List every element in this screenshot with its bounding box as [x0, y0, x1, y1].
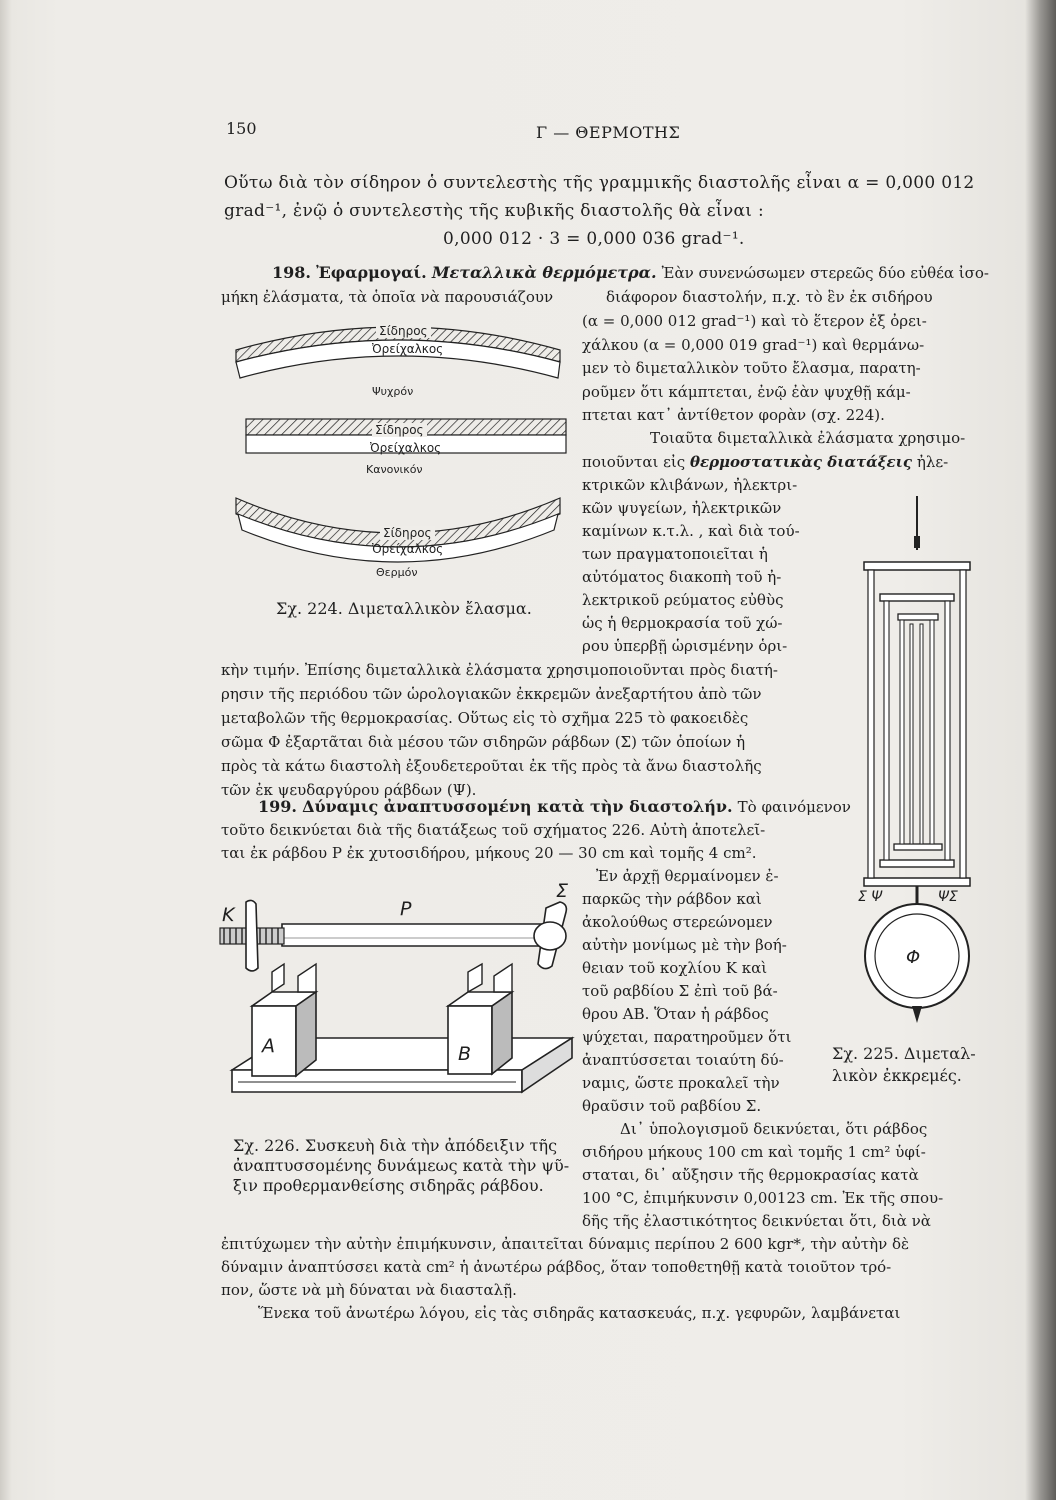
section-198-line: λεκτρικοῦ ρεύματος εὐθὺς [582, 591, 784, 609]
label-A: Α [262, 1035, 275, 1057]
label-K: Κ [222, 904, 235, 926]
section-198-line: κτρικῶν κλιβάνων, ἠλεκτρι- [582, 476, 798, 494]
section-199-line: θειαν τοῦ κοχλίου Κ καὶ [582, 959, 768, 977]
section-198-line: μεν τὸ διμεταλλικὸν τοῦτο ἔλασμα, παρατη- [582, 359, 921, 377]
section-198-line: ρου ὑπερβῇ ὡρισμένην ὁρι- [582, 637, 788, 655]
section-198-term: θερμοστατικὰς διατάξεις [689, 453, 913, 471]
section-198-line: κὴν τιμήν. Ἐπίσης διμεταλλικὰ ἐλάσματα χρησιμοποιοῦνται πρὸς διατή- [221, 661, 778, 679]
fig226-caption-line-1: Σχ. 226. Συσκευὴ διὰ τὴν ἀπόδειξιν τῆς [233, 1136, 558, 1155]
section-198-line: πρὸς τὰ κάτω διαστολὴ ἐξουδετεροῦται ἐκ τῆς πρὸς τὰ ἄνω διαστολῆς [221, 757, 762, 775]
label-iron-hot: Σίδηρος [380, 526, 435, 540]
label-brass-normal: Ὀρείχαλκος [370, 441, 442, 455]
section-199-line: ται ἐκ ράβδου Ρ ἐκ χυτοσιδήρου, μήκους 20 — 30 cm καὶ τομῆς 4 cm². [221, 844, 757, 862]
section-198-line: ροῦμεν ὅτι κάμπτεται, ἐνῷ ἐὰν ψυχθῇ κάμ- [582, 383, 911, 401]
running-title: Γ — ΘΕΡΜΟΤΗΣ [536, 123, 681, 142]
section-198-title: Ἐφαρμογαί. [316, 263, 427, 282]
label-phi: Φ [906, 947, 921, 968]
section-199-line: Ἕνεκα τοῦ ἀνωτέρω λόγου, εἰς τὰς σιδηρᾶς κατασκευάς, π.χ. γεφυρῶν, λαμβάνεται [258, 1304, 901, 1322]
section-199-number: 199. [258, 797, 297, 816]
section-199-line: ἀκολούθως στερεώνομεν [582, 913, 773, 931]
section-199-line: παρκῶς τὴν ράβδον καὶ [582, 890, 762, 908]
fig224-caption: Σχ. 224. Διμεταλλικὸν ἔλασμα. [276, 599, 532, 618]
section-199-line: τοῦ ραβδίου Σ ἐπὶ τοῦ βά- [582, 982, 778, 1000]
section-198-line: ὡς ἡ θερμοκρασία τοῦ χώ- [582, 614, 783, 632]
fig226-caption-line-3: ξιν προθερμανθείσης σιδηρᾶς ράβδου. [233, 1176, 544, 1195]
section-199-line: Ἐν ἀρχῇ θερμαίνομεν ἐ- [596, 867, 779, 885]
section-199-line: θρου ΑΒ. Ὅταν ἡ ράβδος [582, 1005, 769, 1023]
section-199-title: Δύναμις ἀναπτυσσομένη κατὰ τὴν διαστολήν. [302, 797, 733, 816]
section-199-line: τοῦτο δεικνύεται διὰ τῆς διατάξεως τοῦ σχήματος 226. Αὐτὴ ἀποτελεῖ- [221, 821, 766, 839]
label-brass-hot: Ὀρείχαλκος [372, 542, 444, 556]
section-199-line: Δι᾿ ὑπολογισμοῦ δεικνύεται, ὅτι ράβδος [620, 1120, 928, 1138]
section-198-line: κῶν ψυγείων, ἠλεκτρικῶν [582, 499, 782, 517]
label-hot: Θερμόν [376, 566, 418, 579]
section-198-line: πτεται κατ᾿ ἀντίθετον φορὰν (σχ. 224). [582, 406, 885, 424]
fig225-caption-line-2: λικὸν ἐκκρεμές. [832, 1066, 962, 1085]
section-199-line: αὐτὴν μονίμως μὲ τὴν βοή- [582, 936, 787, 954]
section-198-line: ρησιν τῆς περιόδου τῶν ὡρολογιακῶν ἐκκρεμῶν ἀνεξαρτήτου ἀπὸ τῶν [221, 685, 762, 703]
label-brass-cold: Ὀρείχαλκος [372, 342, 444, 356]
section-198-heading [272, 263, 989, 283]
section-198-line [582, 452, 948, 472]
section-199-line: σταται, δι᾿ αὔξησιν τῆς θερμοκρασίας κατὰ [582, 1166, 919, 1184]
section-198-line: τῶν ἐκ ψευδαργύρου ράβδων (Ψ). [221, 781, 477, 799]
section-198-line: χάλκου (α = 0,000 019 grad⁻¹) καὶ θερμάνω- [582, 336, 925, 354]
section-199-line: δύναμιν ἀναπτύσσει κατὰ cm² ἡ ἀνωτέρω ράβδος, ὅταν τοποθετηθῇ κατὰ τοιοῦτον τρό- [221, 1258, 892, 1276]
fig226-drawing [212, 888, 582, 1120]
section-199-line: ἀναπτύσσεται τοιαύτη δύ- [582, 1051, 784, 1069]
section-199-line: Τὸ φαινόμενον [737, 798, 851, 816]
section-199-line: θραῦσιν τοῦ ραβδίου Σ. [582, 1097, 762, 1115]
section-198-text: ἠλε- [916, 453, 949, 471]
label-B: Β [458, 1043, 472, 1065]
section-199-line: πον, ὥστε νὰ μὴ δύναται νὰ διασταλῇ. [221, 1281, 517, 1299]
section-198-line: σῶμα Φ ἐξαρτᾶται διὰ μέσου τῶν σιδηρῶν ράβδων (Σ) τῶν ὁποίων ἡ [221, 733, 746, 751]
section-199-line: σιδήρου μήκους 100 cm καὶ τομῆς 1 cm² ὑφί- [582, 1143, 926, 1161]
label-cold: Ψυχρόν [372, 385, 414, 398]
section-198-line: διάφορον διαστολήν, π.χ. τὸ ἓν ἐκ σιδήρου [606, 288, 933, 306]
section-199-line: ἐπιτύχωμεν τὴν αὐτὴν ἐπιμήκυνσιν, ἀπαιτεῖται δύναμις περίπου 2 600 kgr*, τὴν αὐτὴν δὲ [221, 1235, 910, 1253]
section-198-line: Ἐὰν συνενώσωμεν στερεῶς δύο εὐθέα ἰσο- [661, 264, 989, 282]
section-198-line: αὐτόματος διακοπὴ τοῦ ἠ- [582, 568, 782, 586]
section-198-line: μήκη ἐλάσματα, τὰ ὁποῖα νὰ παρουσιάζουν [221, 288, 554, 306]
section-198-line: Τοιαῦτα διμεταλλικὰ ἐλάσματα χρησιμο- [650, 429, 966, 447]
section-198-line: (α = 0,000 012 grad⁻¹) καὶ τὸ ἕτερον ἐξ ὀρει- [582, 312, 927, 330]
section-199-line: ναμις, ὥστε προκαλεῖ τὴν [582, 1074, 780, 1092]
label-psi-sigma: ΨΣ [938, 889, 958, 905]
label-iron-cold: Σίδηρος [376, 324, 431, 338]
label-normal: Κανονικόν [366, 463, 423, 476]
section-199-heading [258, 797, 851, 817]
section-198-number: 198. [272, 263, 311, 282]
label-sigma-psi: Σ Ψ [858, 889, 883, 905]
intro-line-1: Οὕτω διὰ τὸν σίδηρον ὁ συντελεστὴς τῆς γραμμικῆς διαστολῆς εἶναι α = 0,000 012 [224, 173, 975, 193]
label-iron-normal: Σίδηρος [372, 423, 427, 437]
section-199-line: 100 °C, ἐπιμήκυνσιν 0,00123 cm. Ἐκ τῆς σπου- [582, 1189, 944, 1207]
label-P: Ρ [400, 898, 412, 920]
section-198-line: καμίνων κ.τ.λ. , καὶ διὰ τού- [582, 522, 800, 540]
page-number: 150 [226, 119, 257, 138]
fig224-drawing [228, 318, 580, 598]
fig226-caption-line-2: ἀναπτυσσομένης δυνάμεως κατὰ τὴν ψῦ- [233, 1156, 570, 1175]
intro-equation: 0,000 012 · 3 = 0,000 036 grad⁻¹. [443, 229, 745, 249]
section-199-line: ψύχεται, παρατηροῦμεν ὅτι [582, 1028, 792, 1046]
label-S: Σ [556, 880, 569, 902]
intro-line-2: grad⁻¹, ἐνῷ ὁ συντελεστὴς τῆς κυβικῆς διαστολῆς θὰ εἶναι : [224, 201, 764, 221]
section-198-line: των πραγματοποιεῖται ἡ [582, 545, 768, 563]
section-198-text: ποιοῦνται εἰς [582, 453, 686, 471]
section-198-subtitle: Μεταλλικὰ θερμόμετρα. [431, 263, 657, 282]
section-198-line: μεταβολῶν τῆς θερμοκρασίας. Οὕτως εἰς τὸ σχῆμα 225 τὸ φακοειδὲς [221, 709, 749, 727]
section-199-line: δῆς τῆς ἐλαστικότητος δεικνύεται ὅτι, διὰ νὰ [582, 1212, 931, 1230]
fig225-caption-line-1: Σχ. 225. Διμεταλ- [832, 1044, 976, 1063]
